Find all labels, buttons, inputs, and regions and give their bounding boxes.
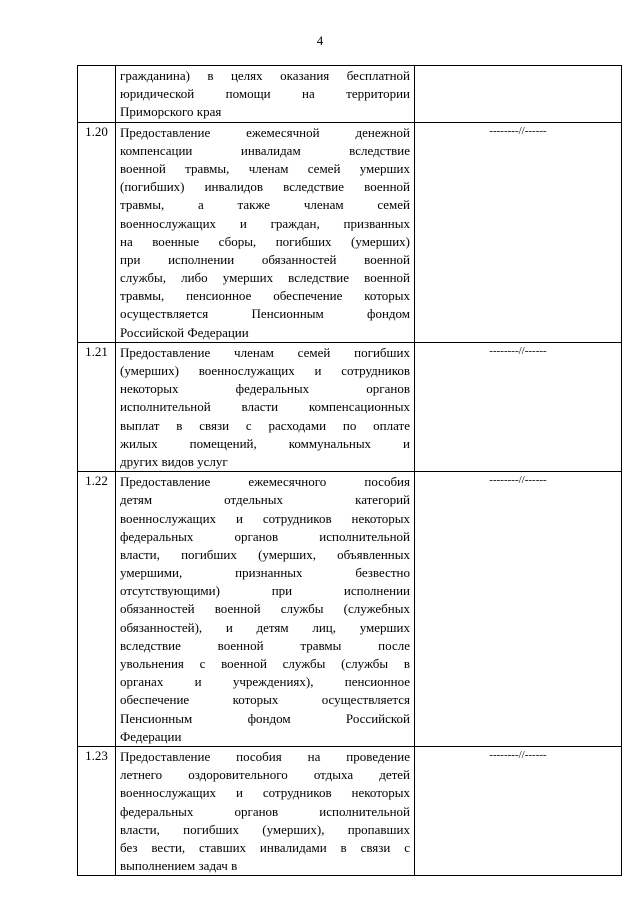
description-line: Российской Федерации [120,324,249,340]
description-line: детям отдельных категорий [120,492,410,508]
description-line: (умерших) военнослужащих и сотрудников [120,363,410,378]
service-description [116,66,415,123]
table-row [78,342,622,471]
description-line: военнослужащих и сотрудников некоторых [120,785,410,801]
ditto-mark: --------//------ [415,472,622,747]
row-number: 1.21 [78,342,116,471]
service-description [116,342,415,471]
ditto-mark: --------//------ [415,746,622,875]
description-line: службы, либо умерших вследствие военной [120,270,410,286]
description-line: власти, погибших (умерших), пропавших [120,821,410,837]
row-number: 1.22 [78,472,116,747]
description-line: без вести, ставших инвалидами в связи с [120,839,410,855]
description-line: органах и учреждениях), пенсионное [120,674,410,690]
description-line: некоторых федеральных органов [120,381,410,397]
description-line: при исполнении обязанностей военной [120,251,410,267]
description-line: Предоставление ежемесячной денежной [120,124,410,140]
description-line: выполнением задач в [120,858,238,874]
description-line: Приморского края [120,104,222,120]
description-line: осуществляется Пенсионным фондом [120,306,410,322]
description-line: увольнения с военной службы (службы в [120,656,410,671]
row-number: 1.23 [78,746,116,875]
page-number: 4 [316,33,324,48]
description-line: федеральных органов исполнительной [120,528,410,544]
description-line: вследствие военной травмы после [120,637,410,653]
description-line: отсутствующими) при исполнении [120,583,410,599]
description-line: власти, погибших (умерших, объявленных [120,546,410,562]
description-line: гражданина) в целях оказания бесплатной [120,68,410,83]
description-line: компенсации инвалидам вследствие [120,142,410,158]
description-line: жилых помещений, коммунальных и [120,435,410,451]
description-line: военной травмы, членам семей умерших [120,160,410,176]
services-table [77,65,622,876]
service-description [116,746,415,875]
description-line: Федерации [120,728,182,744]
description-line: обязанностей), и детям лиц, умерших [120,619,410,635]
description-line: обязанностей военной службы (служебных [120,601,410,617]
ditto-mark: --------//------ [415,122,622,342]
ditto-mark [415,66,622,123]
description-line: выплат в связи с расходами по оплате [120,417,410,433]
service-description [116,472,415,747]
service-description [116,122,415,342]
ditto-mark: --------//------ [415,342,622,471]
table-row [78,472,622,747]
description-line: на военные сборы, погибших (умерших) [120,233,410,249]
description-line: Предоставление членам семей погибших [120,344,410,360]
table-row [78,122,622,342]
description-line: военнослужащих и граждан, призванных [120,215,410,231]
description-line: травмы, пенсионное обеспечение которых [120,288,410,304]
row-number [78,66,116,123]
description-line: других видов услуг [120,453,228,469]
description-line: исполнительной власти компенсационных [120,399,410,415]
description-line: умершими, признанных безвестно [120,565,410,581]
table-row [78,66,622,123]
description-line: травмы, а также членам семей [120,197,410,213]
table-row [78,746,622,875]
description-line: Предоставление ежемесячного пособия [120,474,410,490]
description-line: (погибших) инвалидов вследствие военной [120,179,410,195]
description-line: военнослужащих и сотрудников некоторых [120,510,410,526]
row-number: 1.20 [78,122,116,342]
services-table-body [78,66,622,876]
description-line: Предоставление пособия на проведение [120,748,410,764]
description-line: федеральных органов исполнительной [120,803,410,819]
description-line: Пенсионным фондом Российской [120,710,410,726]
description-line: летнего оздоровительного отдыха детей [120,767,410,783]
description-line: обеспечение которых осуществляется [120,692,410,708]
description-line: юридической помощи на территории [120,86,410,102]
